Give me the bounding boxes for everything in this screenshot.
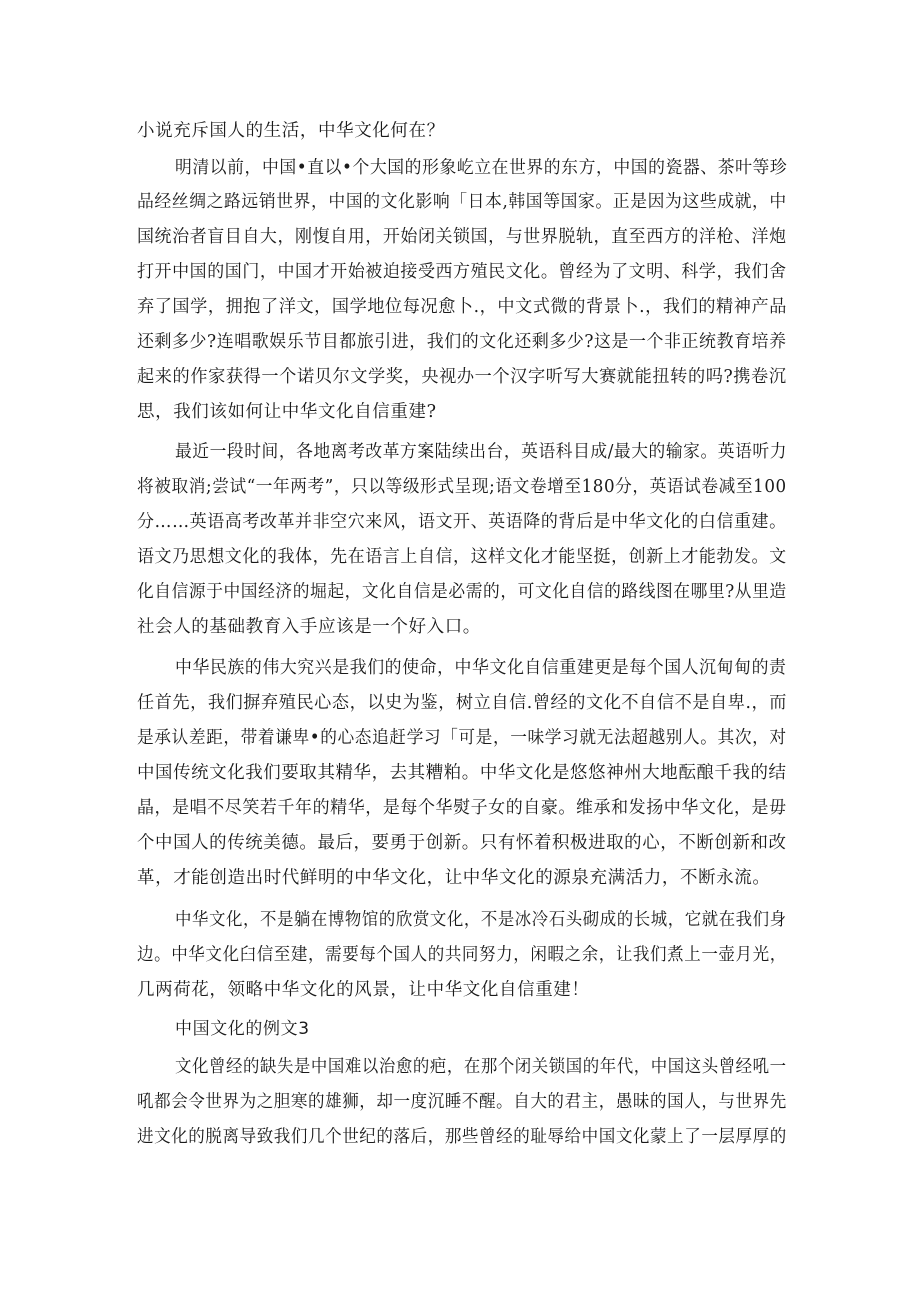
text-line: 小说充斥国人的生活，中华文化何在？	[137, 121, 445, 141]
text-line: 语文乃思想文化的我体，先在语言上自信，这样文化才能坚挺，创新上才能勃发。文	[137, 547, 787, 567]
text-line: 打开中国的国门，中国才开始被迫接受西方殖民文化。曾经为了文明、科学，我们舍	[137, 262, 787, 282]
paragraph-first-line: 明清以前，中国•直以•个大国的形象屹立在世界的东方，中国的瓷器、茶叶等珍	[175, 158, 788, 178]
paragraph-first-line: 最近一段时间，各地离考改革方案陆续出台，英语科目成/最大的输家。英语听力	[175, 442, 788, 462]
text-line: 化自信源于中国经济的堀起，文化自信是必需的，可文化自信的路线图在哪里?从里造	[137, 582, 787, 602]
text-line: 晶，是唱不尽笑若千年的精华，是每个华熨子女的自豪。维承和发扬中华文化，是毋	[137, 798, 787, 818]
text-line: 思，我们该如何让中华文化自信重建?	[137, 402, 437, 422]
text-line: 几两荷花，领略中华文化的风景，让中华文化自信重建！	[137, 980, 590, 1000]
text-line: 品经丝绸之路远销世界，中国的文化影响「日本,韩国等国家。正是因为这些成就，中	[137, 192, 787, 212]
text-line: 中国传统文化我们要取其精华，去其糟粕。中华文化是悠悠神州大地酝酿千我的结	[137, 763, 787, 783]
text-line: 国统治者盲目自大，刚愎自用，开始闭关锁国，与世界脱轨，直至西方的洋枪、洋炮	[137, 227, 787, 247]
text-line: 吼都会令世界为之胆寒的雄狮，却一度沉睡不醒。自大的君主，愚昧的国人，与世界先	[137, 1092, 787, 1112]
text-line: 还剩多少?连唱歌娱乐节目都旅引进，我们的文化还剩多少?这是一个非正统教育培养	[137, 332, 787, 352]
text-line: 社会人的基础教育入手应该是一个好入口。	[137, 617, 481, 637]
text-line: 任首先，我们摒弃殖民心态，以史为鉴，树立自信.曾经的文化不自信不是自卑.，而	[137, 693, 787, 713]
text-line: 个中国人的传统美德。最后，要勇于创新。只有怀着积极进取的心，不断创新和改	[137, 833, 787, 853]
text-line: 进文化的脱离导致我们几个世纪的落后，那些曾经的耻辱给中国文化蒙上了一层厚厚的	[137, 1127, 787, 1147]
text-line: 将被取消;尝试“一年两考”，只以等级形式呈现;语文卷增至180分，英语试卷减至100	[137, 477, 787, 497]
text-line: 弃了国学，拥抱了洋文，国学地位每况愈卜.，中文式微的背景卜.，我们的精神产品	[137, 297, 787, 317]
text-line: 分……英语高考改革并非空穴来风，语文开、英语降的背后是中华文化的白信重建。	[137, 512, 787, 532]
paragraph-first-line: 中华民族的伟大究兴是我们的使命，中华文化自信重建更是每个国人沉甸甸的责	[175, 658, 787, 678]
text-line: 是承认差距，带着谦卑•的心态追赶学习「可是，一味学习就无法超越别人。其次，对	[137, 728, 787, 748]
text-line: 边。中华文化臼信至建，需要每个国人的共同努力，闲暇之余，让我们煮上一壶月光，	[137, 945, 787, 965]
section-heading: 中国文化的例文3	[175, 1019, 310, 1039]
paragraph-first-line: 文化曾经的缺失是中国难以治愈的疤，在那个闭关锁国的年代，中国这头曾经吼一	[175, 1057, 787, 1077]
text-line: 起来的作家获得一个诺贝尔文学奖，央视办一个汉字听写大赛就能扭转的吗?携卷沉	[137, 367, 787, 387]
text-line: 革，才能创造出时代鲜明的中华文化，让中华文化的源泉充满活力，不断永流。	[137, 868, 771, 888]
paragraph-first-line: 中华文化，不是躺在博物馆的欣赏文化，不是冰冷石头砌成的长城，它就在我们身	[175, 910, 787, 930]
